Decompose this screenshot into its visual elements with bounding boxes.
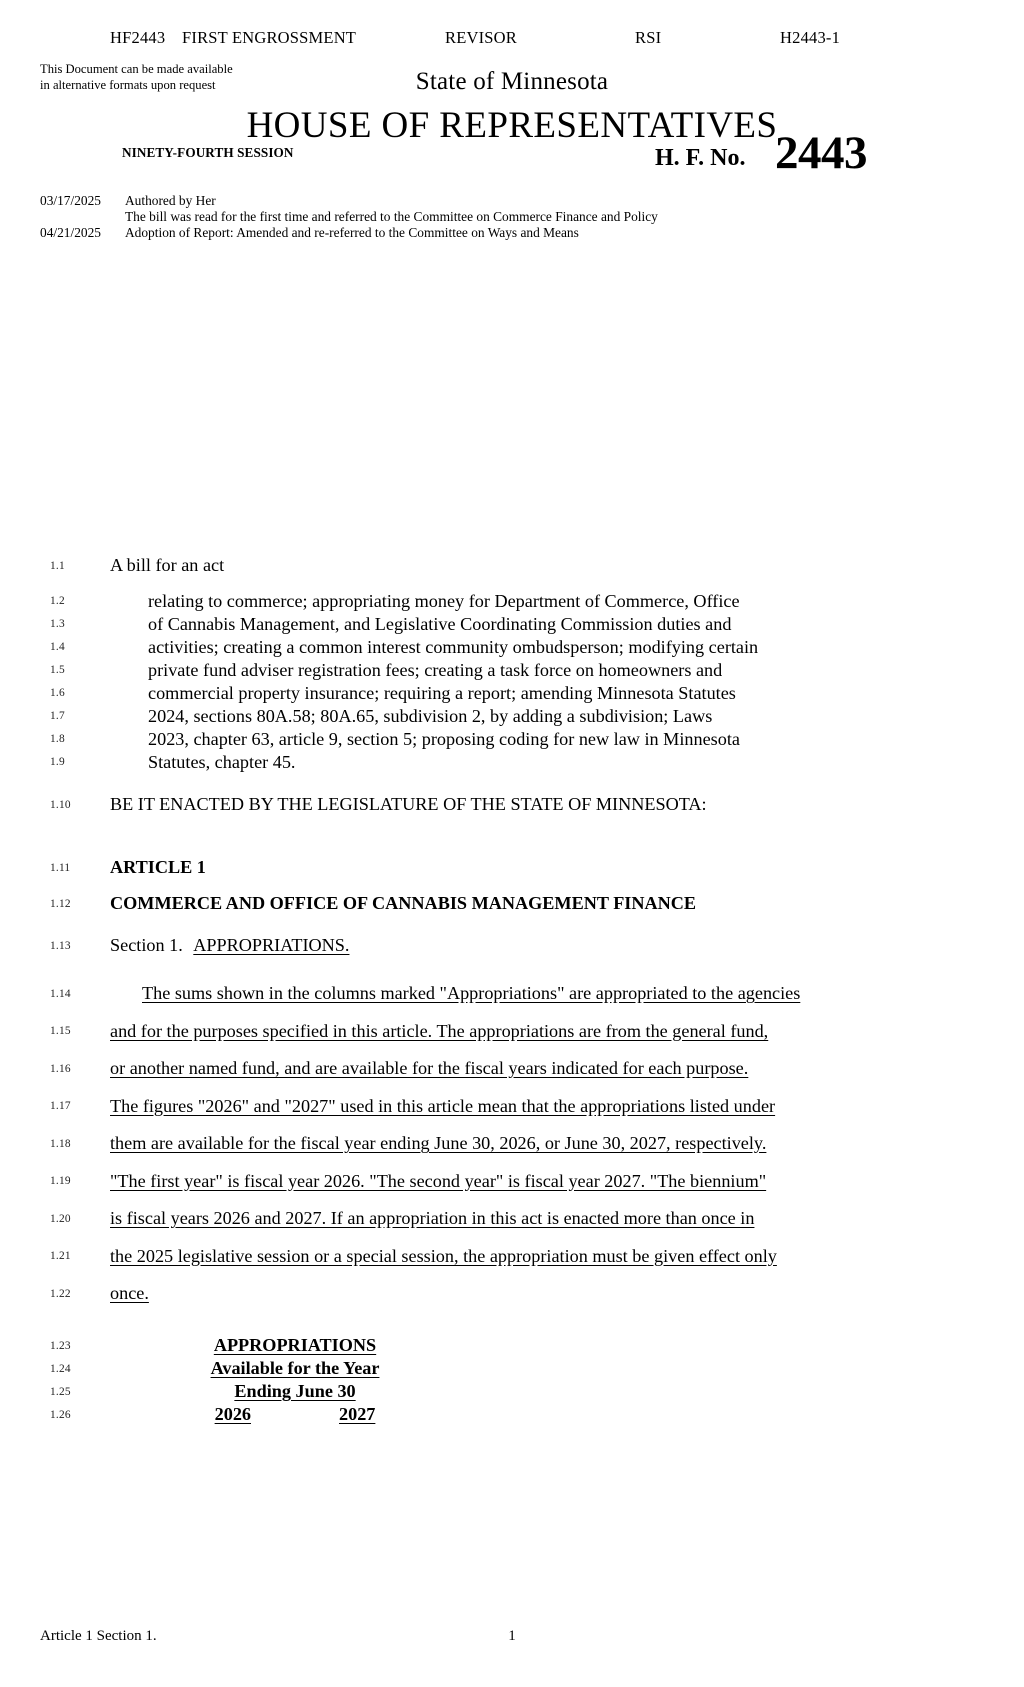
- appropriations-ending-june-30: Ending June 30: [234, 1381, 356, 1401]
- running-header-engrossment: FIRST ENGROSSMENT: [182, 28, 357, 47]
- running-header-document-id: H2443-1: [780, 28, 841, 47]
- session-name: NINETY-FOURTH SESSION: [122, 145, 294, 160]
- line-number: 1.24: [50, 1362, 71, 1375]
- section-body-line: [0, 1284, 1024, 1322]
- section-body-line: [0, 1134, 1024, 1172]
- section-body-block: [0, 984, 1024, 1322]
- line-number: 1.20: [50, 1212, 71, 1225]
- description-line: [0, 592, 1024, 615]
- section-body-text: them are available for the fiscal year ending June 30, 2026, or June 30, 2027, respectively.: [110, 1133, 767, 1153]
- description-line: [0, 730, 1024, 753]
- article-title-line: [0, 894, 1024, 930]
- line-number: 1.15: [50, 1025, 71, 1038]
- appropriations-available-for-year: Available for the Year: [210, 1358, 380, 1378]
- bill-history-actions: [125, 193, 840, 225]
- section-body-text: The figures "2026" and "2027" used in this article mean that the appropriations listed under: [110, 1095, 776, 1116]
- line-number: 1.25: [50, 1385, 71, 1398]
- line-number: 1.2: [50, 595, 65, 608]
- bill-description-block: [0, 592, 1024, 776]
- line-number: 1.11: [50, 861, 71, 874]
- appropriations-columns-row: [110, 1404, 480, 1424]
- footer-article-section: Article 1 Section 1.: [40, 1628, 157, 1644]
- description-text: of Cannabis Management, and Legislative Coordinating Commission duties and: [148, 614, 732, 634]
- line-number: 1.16: [50, 1062, 71, 1075]
- section-body-text: the 2025 legislative session or a special session, the appropriation must be given effect only: [110, 1245, 777, 1266]
- section-body-line: [0, 1209, 1024, 1247]
- line-number: 1.19: [50, 1175, 71, 1188]
- appropriations-columns-cell: [110, 1405, 480, 1423]
- bill-history-actions: [125, 225, 840, 241]
- bill-history-row: [40, 225, 840, 241]
- line-number: 1.5: [50, 664, 65, 677]
- bill-number-label: H. F. No.: [655, 145, 746, 171]
- description-text: relating to commerce; appropriating money for Department of Commerce, Office: [148, 591, 740, 611]
- running-header-initials: RSI: [635, 28, 662, 47]
- section-body-text: [110, 983, 800, 1003]
- line-number: 1.14: [50, 987, 71, 1000]
- enacting-clause-text: BE IT ENACTED BY THE LEGISLATURE OF THE STATE OF MINNESOTA:: [110, 794, 707, 814]
- section-body-text: once.: [110, 1283, 149, 1303]
- section-body-text: "The first year" is fiscal year 2026. "The second year" is fiscal year 2027. "The biennium": [110, 1170, 767, 1191]
- section-heading-block: [0, 936, 1024, 972]
- line-number: 1.22: [50, 1287, 71, 1300]
- section-body-line: [0, 1172, 1024, 1210]
- description-line: [0, 753, 1024, 776]
- enacting-clause-block: [0, 795, 1024, 831]
- alternative-format-notice-line-2: in alternative formats upon request: [40, 77, 216, 92]
- bill-history-row: [40, 193, 840, 225]
- section-body-text: or another named fund, and are available for the fiscal years indicated for each purpose.: [110, 1058, 749, 1078]
- section-body-line: [0, 1097, 1024, 1135]
- description-line: [0, 638, 1024, 661]
- section-body-line: [0, 1059, 1024, 1097]
- section-number-label: Section 1.: [110, 935, 183, 955]
- running-header-bill-number: HF2443: [110, 28, 166, 47]
- section-heading-line: [0, 936, 1024, 972]
- line-number: 1.21: [50, 1250, 71, 1263]
- appropriations-column-year-2027: 2027: [339, 1404, 376, 1424]
- alternative-format-notice-line-1: This Document can be made available: [40, 62, 233, 76]
- line-number: 1.26: [50, 1408, 71, 1421]
- footer-page-number: 1: [508, 1628, 516, 1644]
- article-title-text: COMMERCE AND OFFICE OF CANNABIS MANAGEMENT FINANCE: [110, 893, 697, 913]
- article-number-line: [0, 858, 1024, 894]
- description-text: private fund adviser registration fees; creating a task force on homeowners and: [148, 660, 723, 680]
- description-line: [0, 615, 1024, 638]
- enacting-clause-line: [0, 795, 1024, 831]
- description-line: [0, 707, 1024, 730]
- section-body-text: is fiscal years 2026 and 2027. If an appropriation in this act is enacted more than once in: [110, 1208, 755, 1228]
- line-number: 1.13: [50, 939, 71, 952]
- section-body-line: [0, 984, 1024, 1022]
- bill-title-block: [0, 556, 1024, 592]
- section-body-line: [0, 1247, 1024, 1285]
- description-line: [0, 661, 1024, 684]
- line-number: 1.10: [50, 798, 71, 811]
- appropriations-header-line: [0, 1359, 1024, 1382]
- running-header-revisor: REVISOR: [445, 28, 517, 47]
- line-number: 1.12: [50, 897, 71, 910]
- appropriations-table-header: [0, 1336, 1024, 1428]
- bill-history-action: Adoption of Report: Amended and re-referred to the Committee on Ways and Means: [125, 224, 579, 240]
- section-title-label: APPROPRIATIONS.: [193, 935, 350, 955]
- appropriations-header-row: [110, 1381, 480, 1401]
- section-body-underlined: The sums shown in the columns marked "Appropriations" are appropriated to the agencies: [142, 983, 801, 1003]
- appropriations-header-line: [0, 1336, 1024, 1359]
- bill-history-action: The bill was read for the first time and referred to the Committee on Commerce Finance and Policy: [125, 208, 658, 224]
- line-number: 1.23: [50, 1339, 71, 1352]
- chamber-name: HOUSE OF REPRESENTATIVES: [246, 105, 778, 146]
- bill-history-date: 04/21/2025: [40, 224, 102, 240]
- line-number: 1.1: [50, 559, 65, 572]
- bill-title-line: [0, 556, 1024, 592]
- appropriations-column-year-2026: 2026: [214, 1404, 251, 1424]
- line-number: 1.6: [50, 687, 65, 700]
- appropriations-header-row: [110, 1358, 480, 1378]
- section-body-text: and for the purposes specified in this article. The appropriations are from the general fund,: [110, 1020, 769, 1041]
- bill-history-action: Authored by Her: [125, 193, 216, 208]
- line-number: 1.18: [50, 1137, 71, 1150]
- line-number: 1.8: [50, 733, 65, 746]
- description-text: commercial property insurance; requiring a report; amending Minnesota Statutes: [148, 683, 736, 703]
- appropriations-year-columns: [110, 1405, 480, 1423]
- description-text: Statutes, chapter 45.: [148, 752, 296, 772]
- line-number: 1.7: [50, 710, 65, 723]
- bill-title-text: A bill for an act: [110, 555, 225, 575]
- line-number: 1.17: [50, 1100, 71, 1113]
- description-text: 2024, sections 80A.58; 80A.65, subdivision 2, by adding a subdivision; Laws: [148, 706, 713, 726]
- bill-history-date: 03/17/2025: [40, 193, 102, 208]
- line-number: 1.3: [50, 618, 65, 631]
- article-heading-block: [0, 858, 1024, 930]
- description-text: activities; creating a common interest community ombudsperson; modifying certain: [148, 637, 759, 657]
- appropriations-header-cell: [110, 1382, 480, 1400]
- appropriations-header-line: [0, 1382, 1024, 1405]
- appropriations-header-cell: [110, 1336, 480, 1354]
- section-body-line: [0, 1022, 1024, 1060]
- appropriations-header-row: [110, 1335, 480, 1355]
- article-number-text: ARTICLE 1: [110, 857, 206, 877]
- appropriations-header-cell: [110, 1359, 480, 1377]
- description-text: 2023, chapter 63, article 9, section 5; proposing coding for new law in Minnesota: [148, 729, 740, 749]
- bill-history: [40, 193, 840, 241]
- bill-number-value: 2443: [775, 127, 867, 179]
- appropriations-title: APPROPRIATIONS: [213, 1335, 377, 1355]
- appropriations-columns-line: [0, 1405, 1024, 1428]
- state-name: State of Minnesota: [415, 68, 609, 95]
- line-number: 1.9: [50, 756, 65, 769]
- line-number: 1.4: [50, 641, 65, 654]
- description-line: [0, 684, 1024, 707]
- section-heading-text: [110, 935, 349, 955]
